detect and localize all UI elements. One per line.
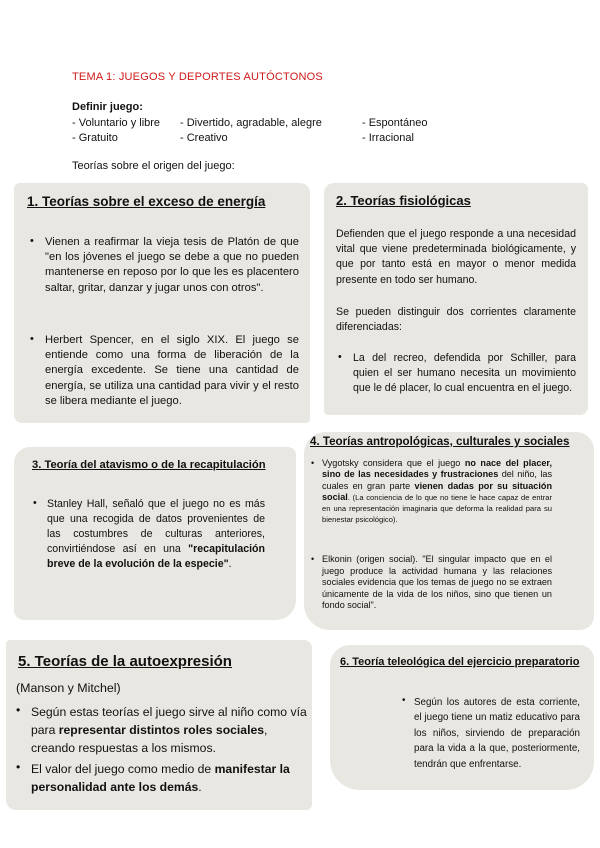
panel-autoexpresion xyxy=(6,640,312,810)
panel-atavismo xyxy=(14,447,296,620)
definition-item: - Creativo xyxy=(180,132,228,144)
definition-item: - Irracional xyxy=(362,132,414,144)
intro-text: Teorías sobre el origen del juego: xyxy=(72,160,235,172)
bullet-text: El valor del juego como medio de manifestar la personalidad ante los demás. xyxy=(31,762,290,794)
panel-subtitle: (Manson y Mitchel) xyxy=(16,681,121,695)
bullet-text: Herbert Spencer, en el siglo XIX. El juego se entiende como una forma de liberación de la energía excedente. Se tiene una cantidad de energía, se utiliza una cantidad para vivir y el resto se libera mediante el juego. xyxy=(45,334,299,407)
bullet-text: Stanley Hall, señaló que el juego no es más que una recogida de datos provenientes de las costumbres de culturas anteriores, convirtiéndose así en una "recapitulación breve de la evolución de la especie". xyxy=(47,498,265,570)
bullet-text: La del recreo, defendida por Schiller, para quien el ser humano necesita un movimiento que le dé placer, lo cual encuentra en el juego. xyxy=(353,352,576,395)
panel-heading: 4. Teorías antropológicas, culturales y sociales xyxy=(310,435,570,448)
panel-heading: 2. Teorías fisiológicas xyxy=(336,193,471,208)
panel-heading: 3. Teoría del atavismo o de la recapitulación xyxy=(32,459,266,471)
bullet-icon: • xyxy=(311,554,315,564)
definition-item: - Espontáneo xyxy=(362,117,428,129)
bullet-text: Vienen a reafirmar la vieja tesis de Platón de que "en los jóvenes el juego se debe a que no pueden mantenerse en reposo por lo que les es placentero saltar, gritar, danzar y jugar unos con otros". xyxy=(45,236,299,294)
bullet-icon: • xyxy=(311,458,315,468)
panel-fisiologicas xyxy=(324,183,588,415)
panel-heading: 1. Teorías sobre el exceso de energía xyxy=(27,194,266,209)
bullet-text: Vygotsky considera que el juego no nace del placer, sino de las necesidades y frustraciones del niño, las cuales en gran parte vienen dadas por su situación social. (La conciencia de lo que no tiene le hace capaz de entrar en una representación imaginaria que deforma la realidad para su bienestar psicológico). xyxy=(322,458,552,525)
bullet-icon: • xyxy=(16,703,21,717)
definition-item: - Voluntario y libre xyxy=(72,117,161,129)
panel-antropologicas xyxy=(304,432,594,630)
panel-teleologica xyxy=(330,645,594,790)
bullet-icon: • xyxy=(30,333,34,345)
document-title: TEMA 1: JUEGOS Y DEPORTES AUTÓCTONOS xyxy=(72,71,323,83)
paragraph: Defienden que el juego responde a una necesidad vital que viene predeterminada biológicamente, y que por tanto está en mayor o menor medida presente en todo ser humano. xyxy=(336,228,576,286)
bullet-text: Según los autores de esta corriente, el juego tiene un matiz educativo para los niños, sirviendo de preparación para la vida a la que, posteriormente, tendrán que enfrentarse. xyxy=(414,697,580,770)
panel-heading: 6. Teoría teleológica del ejercicio preparatorio xyxy=(340,656,580,668)
paragraph: Se pueden distinguir dos corrientes claramente diferenciadas: xyxy=(336,306,576,334)
definition-item: - Gratuito xyxy=(72,132,118,144)
bullet-text: Según estas teorías el juego sirve al niño como vía para representar distintos roles sociales, creando respuestas a los mismos. xyxy=(31,705,307,755)
bullet-icon: • xyxy=(338,351,342,363)
bullet-icon: • xyxy=(33,497,37,509)
bullet-icon: • xyxy=(30,235,34,247)
definition-heading: Definir juego: xyxy=(72,101,143,113)
bullet-icon: • xyxy=(402,695,406,706)
definition-item: - Divertido, agradable, alegre xyxy=(180,117,322,129)
bullet-text: Elkonin (origen social). "El singular impacto que en el juego produce la actividad humana y las relaciones sociales evidencia que los temas de juego no se extraen únicamente de la vida de los niños, sino que tienen un fondo social". xyxy=(322,554,552,611)
panel-heading: 5. Teorías de la autoexpresión xyxy=(18,653,232,670)
bullet-icon: • xyxy=(16,760,21,774)
panel-exceso-energia xyxy=(14,183,310,423)
